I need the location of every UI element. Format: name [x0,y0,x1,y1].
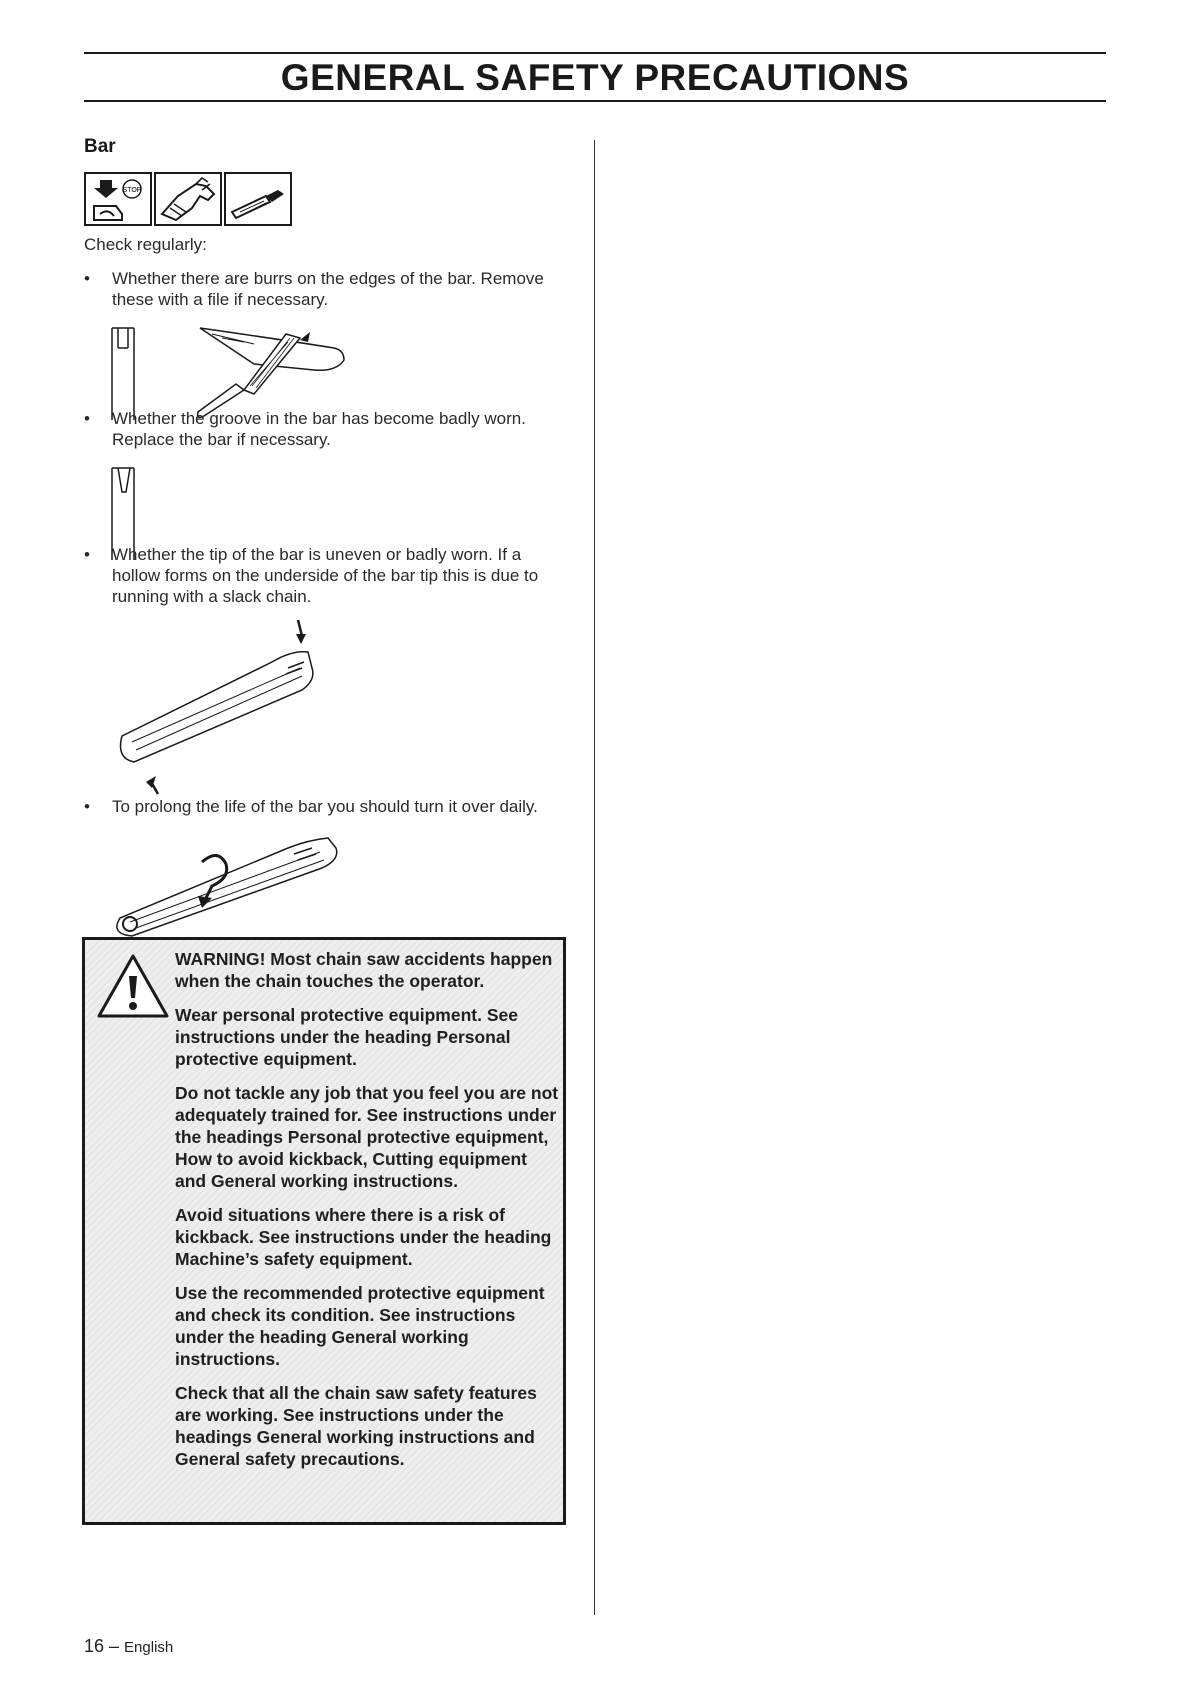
intro-text: Check regularly: [84,235,207,254]
list-item-text: Whether the tip of the bar is uneven or badly worn. If a hollow forms on the underside of the bar tip this is due to running with a slack chain. [112,545,539,606]
warning-triangle-icon [95,952,171,1020]
page-title: GENERAL SAFETY PRECAUTIONS [280,57,910,98]
warning-paragraph: Avoid situations where there is a risk of kickback. See instructions under the heading Machine’s safety equipment. [175,1205,552,1269]
footer-language: English [124,1639,174,1656]
footer-separator: – [104,1636,125,1656]
page-number: 16 [84,1636,105,1656]
warning-paragraph: Do not tackle any job that you feel you are not adequately trained for. See instructions under the headings Personal protective equipment, How to avoid kickback, Cutting equipment and General working instructions. [175,1083,559,1191]
list-item-text: Whether there are burrs on the edges of the bar. Remove these with a file if necessary. [112,269,544,309]
title-bottom-rule [84,100,1106,102]
warning-paragraph: Check that all the chain saw safety features are working. See instructions under the headings General working instructions and General safety precautions. [175,1383,537,1469]
svg-text:STOP: STOP [122,187,142,194]
stop-engine-icon [84,172,152,226]
turn-bar-over-illustration [108,824,348,944]
list-item-text: To prolong the life of the bar you should turn it over daily. [112,797,538,816]
warning-paragraph: Wear personal protective equipment. See instructions under the heading Personal protective equipment. [175,1005,518,1069]
column-divider [594,140,595,1615]
symbol-strip [84,172,294,224]
warning-text [175,948,561,1482]
worn-bar-tip-illustration [112,616,352,796]
section-heading: Bar [84,136,116,157]
warning-paragraph: WARNING! Most chain saw accidents happen when the chain touches the operator. [175,949,553,991]
warning-box [82,937,566,1525]
bullet-dot: • [84,409,90,428]
bullet-dot: • [84,269,90,288]
bullet-dot: • [84,545,90,564]
page-footer [84,1636,173,1657]
bullet-dot: • [84,797,90,816]
protective-gloves-icon [154,172,222,226]
warning-paragraph: Use the recommended protective equipment and check its condition. See instructions under the heading General working instructions. [175,1283,545,1369]
list-item-text: Whether the groove in the bar has become badly worn. Replace the bar if necessary. [112,409,526,449]
file-tool-icon [224,172,292,226]
